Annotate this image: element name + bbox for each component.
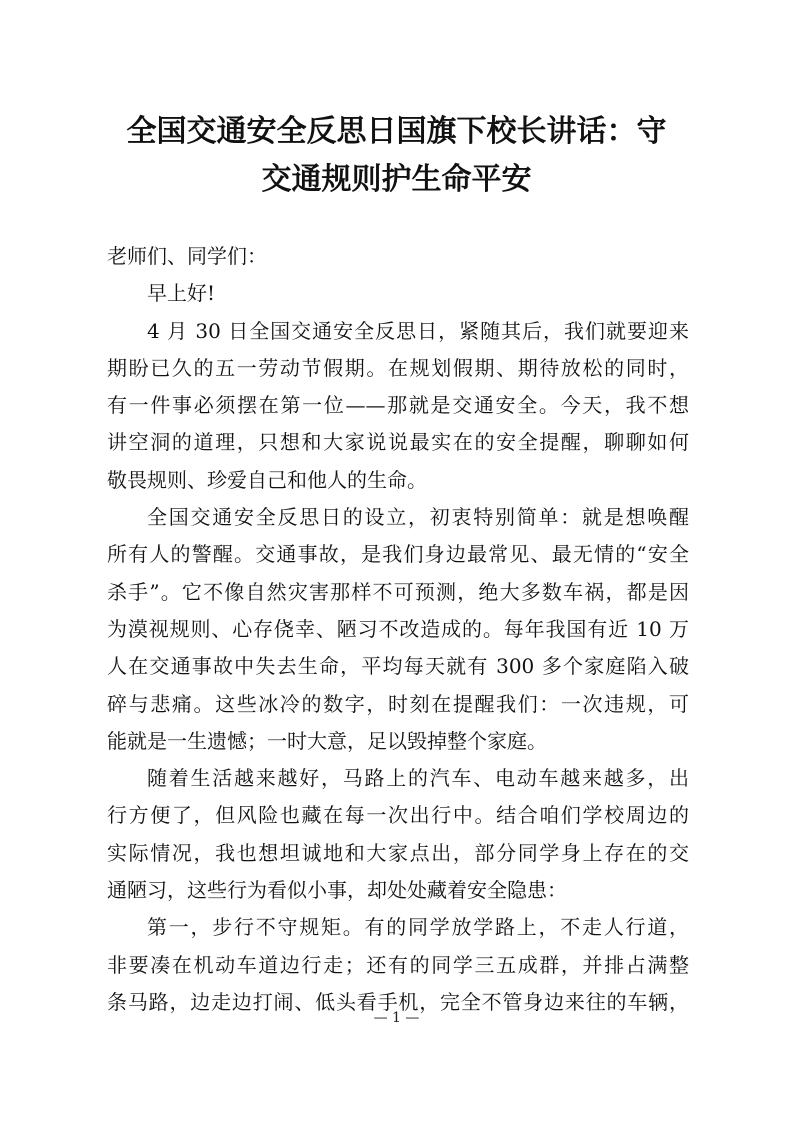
- page-number: — 1 —: [373, 1010, 420, 1026]
- body-line: 随着生活越来越好，马路上的汽车、电动车越来越多，出: [147, 766, 689, 791]
- body-line: 通陋习，这些行为看似小事，却处处藏着安全隐患：: [107, 878, 567, 903]
- body-line: 敬畏规则、珍爱自己和他人的生命。: [107, 467, 427, 492]
- title-line-2: 交通规则护生命平安: [261, 162, 532, 197]
- title-line-1: 全国交通安全反思日国旗下校长讲话：守: [126, 114, 667, 149]
- body-line: 期盼已久的五一劳动节假期。在规划假期、期待放松的同时，: [107, 355, 689, 380]
- body-line: 条马路，边走边打闹、低头看手机，完全不管身边来往的车辆，: [107, 989, 689, 1014]
- body-line: 碎与悲痛。这些冰冷的数字，时刻在提醒我们：一次违规，可: [107, 691, 689, 716]
- body-line: 行方便了，但风险也藏在每一次出行中。结合咱们学校周边的: [107, 803, 689, 828]
- body-line: 人在交通事故中失去生命，平均每天就有 300 多个家庭陷入破: [107, 654, 689, 679]
- body-line: 全国交通安全反思日的设立，初衷特别简单：就是想唤醒: [147, 505, 689, 530]
- body-line: 能就是一生遗憾；一时大意，足以毁掉整个家庭。: [107, 728, 547, 753]
- body-line: 老师们、同学们：: [107, 244, 267, 268]
- body-line: 4 月 30 日全国交通安全反思日，紧随其后，我们就要迎来: [147, 318, 689, 343]
- body-line: 讲空洞的道理，只想和大家说说最实在的安全提醒，聊聊如何: [107, 430, 689, 455]
- body-line: 杀手”。它不像自然灾害那样不可预测，绝大多数车祸，都是因: [107, 579, 689, 604]
- document-title: [100, 108, 693, 204]
- body-line: 早上好!: [147, 281, 216, 306]
- document-body: [107, 238, 689, 1021]
- body-line: 第一，步行不守规矩。有的同学放学路上，不走人行道，: [147, 915, 689, 940]
- body-line: 实际情况，我也想坦诚地和大家点出，部分同学身上存在的交: [107, 840, 689, 865]
- body-line: 为漠视规则、心存侥幸、陋习不改造成的。每年我国有近 10 万: [107, 616, 689, 641]
- body-line: 有一件事必须摆在第一位——那就是交通安全。今天，我不想: [107, 393, 689, 418]
- body-line: 所有人的警醒。交通事故，是我们身边最常见、最无情的“安全: [107, 542, 689, 567]
- body-line: 非要凑在机动车道边行走；还有的同学三五成群，并排占满整: [107, 952, 689, 977]
